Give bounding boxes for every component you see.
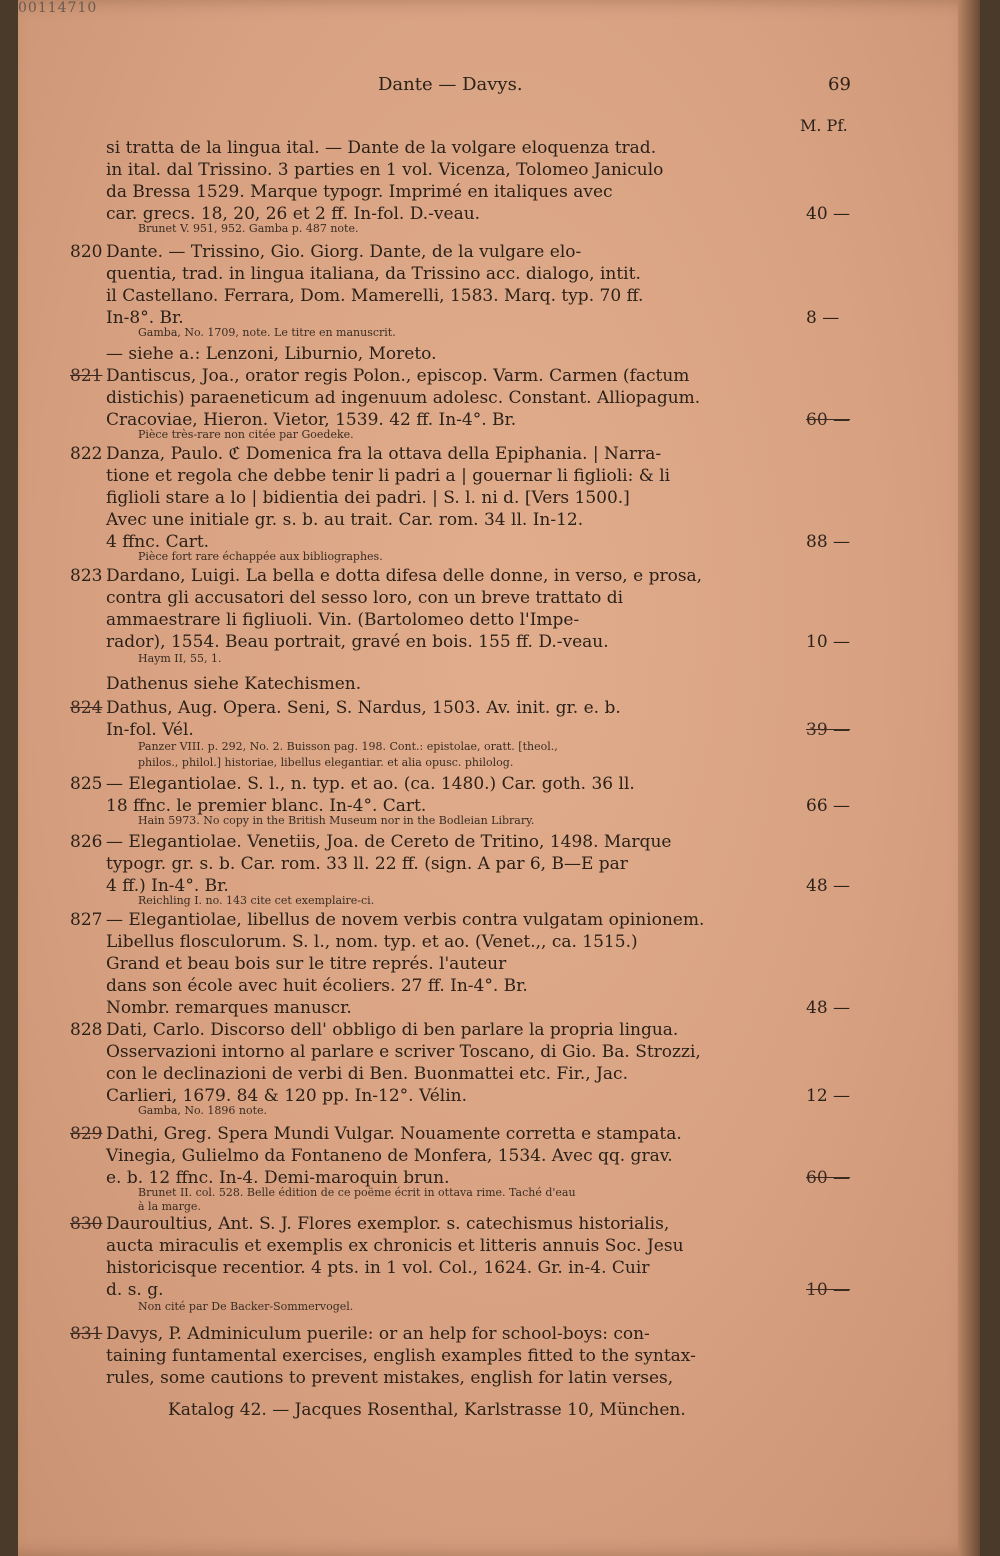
bibliographic-note: Gamba, No. 1709, note. Le titre en manuscrit. — [138, 326, 396, 339]
entry-text-line: Dardano, Luigi. La bella e dotta difesa delle donne, in verso, e prosa, — [106, 566, 703, 586]
entry-text-line: con le declinazioni de verbi di Ben. Buonmattei etc. Fir., Jac. — [106, 1064, 628, 1084]
entry-text-line: — Elegantiolae. Venetiis, Joa. de Cereto de Tritino, 1498. Marque — [106, 832, 672, 852]
running-header — [18, 74, 980, 104]
entry-text-line: Cracoviae, Hieron. Vietor, 1539. 42 ff. In-4°. Br. — [106, 410, 517, 430]
entry-number: 823 — [70, 566, 103, 586]
entry-text-line: In-8°. Br. — [106, 308, 184, 328]
entry-price: 48 — — [806, 876, 851, 896]
bibliographic-note: Panzer VIII. p. 292, No. 2. Buisson pag. 198. Cont.: epistolae, oratt. [theol., — [138, 740, 558, 753]
entry-price: 10 — — [806, 632, 851, 652]
entry-text-line: historicisque recentior. 4 pts. in 1 vol. Col., 1624. Gr. in-4. Cuir — [106, 1258, 650, 1278]
price-column-header: M. Pf. — [800, 116, 848, 135]
entry-text-line: aucta miraculis et exemplis ex chronicis et litteris annuis Soc. Jesu — [106, 1236, 684, 1256]
entry-text-line: Libellus flosculorum. S. l., nom. typ. et ao. (Venet.,, ca. 1515.) — [106, 932, 638, 952]
entry-number: 824 — [70, 698, 103, 718]
entry-text-line: 4 ffnc. Cart. — [106, 532, 210, 552]
entry-price: 40 — — [806, 204, 851, 224]
entry-text-line: e. b. 12 ffnc. In-4. Demi-maroquin brun. — [106, 1168, 450, 1188]
entry-number: 826 — [70, 832, 103, 852]
entry-number: 827 — [70, 910, 103, 930]
entry-price: 48 — — [806, 998, 851, 1018]
entry-text-line: Vinegia, Gulielmo da Fontaneno de Monfera, 1534. Avec qq. grav. — [106, 1146, 673, 1166]
entry-text-line: Dathi, Greg. Spera Mundi Vulgar. Nouamente corretta e stampata. — [106, 1124, 682, 1144]
entry-price: 10 — — [806, 1280, 851, 1300]
entry-text-line: Grand et beau bois sur le titre représ. l'auteur — [106, 954, 507, 974]
archive-stamp: 00114710 — [18, 0, 98, 16]
catalog-page — [18, 0, 980, 1556]
bibliographic-note: Non cité par De Backer-Sommervogel. — [138, 1300, 354, 1313]
bibliographic-note: Haym II, 55, 1. — [138, 652, 222, 665]
entry-text-line: quentia, trad. in lingua italiana, da Trissino acc. dialogo, intit. — [106, 264, 641, 284]
entry-price: 60 — — [806, 1168, 851, 1188]
entry-text-line: rules, some cautions to prevent mistakes, english for latin verses, — [106, 1368, 674, 1388]
entry-price: 8 — — [806, 308, 840, 328]
entry-text-line: dans son école avec huit écoliers. 27 ff. In-4°. Br. — [106, 976, 528, 996]
entry-text-line: typogr. gr. s. b. Car. rom. 33 ll. 22 ff. (sign. A par 6, B—E par — [106, 854, 628, 874]
entry-text-line: taining funtamental exercises, english examples fitted to the syntax- — [106, 1346, 696, 1366]
entry-text-line: Dante. — Trissino, Gio. Giorg. Dante, de la vulgare elo- — [106, 242, 582, 262]
entry-text-line: Carlieri, 1679. 84 & 120 pp. In-12°. Vélin. — [106, 1086, 467, 1106]
entry-text-line: si tratta de la lingua ital. — Dante de la volgare eloquenza trad. — [106, 138, 657, 158]
entry-price: 12 — — [806, 1086, 851, 1106]
entry-text-line: d. s. g. — [106, 1280, 164, 1300]
bibliographic-note: Brunet II. col. 528. Belle édition de ce poëme écrit in ottava rime. Taché d'eau — [138, 1186, 576, 1199]
entry-text-line: ammaestrare li figliuoli. Vin. (Bartolomeo detto l'Impe- — [106, 610, 580, 630]
entry-text-line: Dauroultius, Ant. S. J. Flores exemplor. s. catechismus historialis, — [106, 1214, 670, 1234]
entry-number: 828 — [70, 1020, 103, 1040]
entry-text-line: In-fol. Vél. — [106, 720, 194, 740]
page-footer: Katalog 42. — Jacques Rosenthal, Karlstrasse 10, München. — [168, 1400, 686, 1420]
entry-text-line: distichis) paraeneticum ad ingenuum adolesc. Constant. Alliopagum. — [106, 388, 701, 408]
entry-text-line: 18 ffnc. le premier blanc. In-4°. Cart. — [106, 796, 427, 816]
entry-number: 825 — [70, 774, 103, 794]
entry-text-line: — Elegantiolae, libellus de novem verbis contra vulgatam opinionem. — [106, 910, 705, 930]
entry-text-line: Nombr. remarques manuscr. — [106, 998, 352, 1018]
entry-number: 829 — [70, 1124, 103, 1144]
entry-price: 66 — — [806, 796, 851, 816]
entry-price: 39 — — [806, 720, 851, 740]
bibliographic-note: Reichling I. no. 143 cite cet exemplaire-ci. — [138, 894, 375, 907]
page-number: 69 — [828, 74, 851, 95]
entry-text-line: contra gli accusatori del sesso loro, con un breve trattato di — [106, 588, 624, 608]
entry-text-line: Dati, Carlo. Discorso dell' obbligo di ben parlare la propria lingua. — [106, 1020, 679, 1040]
bibliographic-note: Brunet V. 951, 952. Gamba p. 487 note. — [138, 222, 359, 235]
entry-text-line: tione et regola che debbe tenir li padri a | gouernar li figlioli: & li — [106, 466, 671, 486]
entry-price: 88 — — [806, 532, 851, 552]
bibliographic-note: Gamba, No. 1896 note. — [138, 1104, 268, 1117]
entry-number: 821 — [70, 366, 103, 386]
bibliographic-note: philos., philol.] historiae, libellus elegantiar. et alia opusc. philolog. — [138, 756, 514, 769]
entry-text-line: Danza, Paulo. ℭ Domenica fra la ottava della Epiphania. | Narra- — [106, 444, 662, 464]
entry-number: 830 — [70, 1214, 103, 1234]
entry-text-line: 4 ff.) In-4°. Br. — [106, 876, 229, 896]
entry-number: 822 — [70, 444, 103, 464]
entry-text-line: il Castellano. Ferrara, Dom. Mamerelli, 1583. Marq. typ. 70 ff. — [106, 286, 644, 306]
page-title: Dante — Davys. — [378, 74, 523, 95]
entry-text-line: — Elegantiolae. S. l., n. typ. et ao. (ca. 1480.) Car. goth. 36 ll. — [106, 774, 635, 794]
entry-text-line: in ital. dal Trissino. 3 parties en 1 vol. Vicenza, Tolomeo Janiculo — [106, 160, 664, 180]
entry-price: 60 — — [806, 410, 851, 430]
entry-number: 831 — [70, 1324, 103, 1344]
bibliographic-note: Hain 5973. No copy in the British Museum nor in the Bodleian Library. — [138, 814, 535, 827]
bibliographic-note: à la marge. — [138, 1200, 201, 1213]
entry-text-line: Davys, P. Adminiculum puerile: or an help for school-boys: con- — [106, 1324, 650, 1344]
book-spine — [958, 0, 980, 1556]
entry-text-line: figlioli stare a lo | bidientia dei padri. | S. l. ni d. [Vers 1500.] — [106, 488, 630, 508]
entry-text-line: Osservazioni intorno al parlare e scriver Toscano, di Gio. Ba. Strozzi, — [106, 1042, 701, 1062]
entry-number: 820 — [70, 242, 103, 262]
entry-text-line: Dantiscus, Joa., orator regis Polon., episcop. Varm. Carmen (factum — [106, 366, 690, 386]
entry-text-line: Dathus, Aug. Opera. Seni, S. Nardus, 1503. Av. init. gr. e. b. — [106, 698, 621, 718]
entry-text-line: Avec une initiale gr. s. b. au trait. Car. rom. 34 ll. In-12. — [106, 510, 584, 530]
entry-text-line: rador), 1554. Beau portrait, gravé en bois. 155 ff. D.-veau. — [106, 632, 609, 652]
entry-text-line: Dathenus siehe Katechismen. — [106, 674, 362, 694]
bibliographic-note: Pièce très-rare non citée par Goedeke. — [138, 428, 354, 441]
bibliographic-note: Pièce fort rare échappée aux bibliographes. — [138, 550, 383, 563]
entry-text-line: — siehe a.: Lenzoni, Liburnio, Moreto. — [106, 344, 437, 364]
entry-text-line: da Bressa 1529. Marque typogr. Imprimé en italiques avec — [106, 182, 613, 202]
entry-text-line: car. grecs. 18, 20, 26 et 2 ff. In-fol. D.-veau. — [106, 204, 481, 224]
